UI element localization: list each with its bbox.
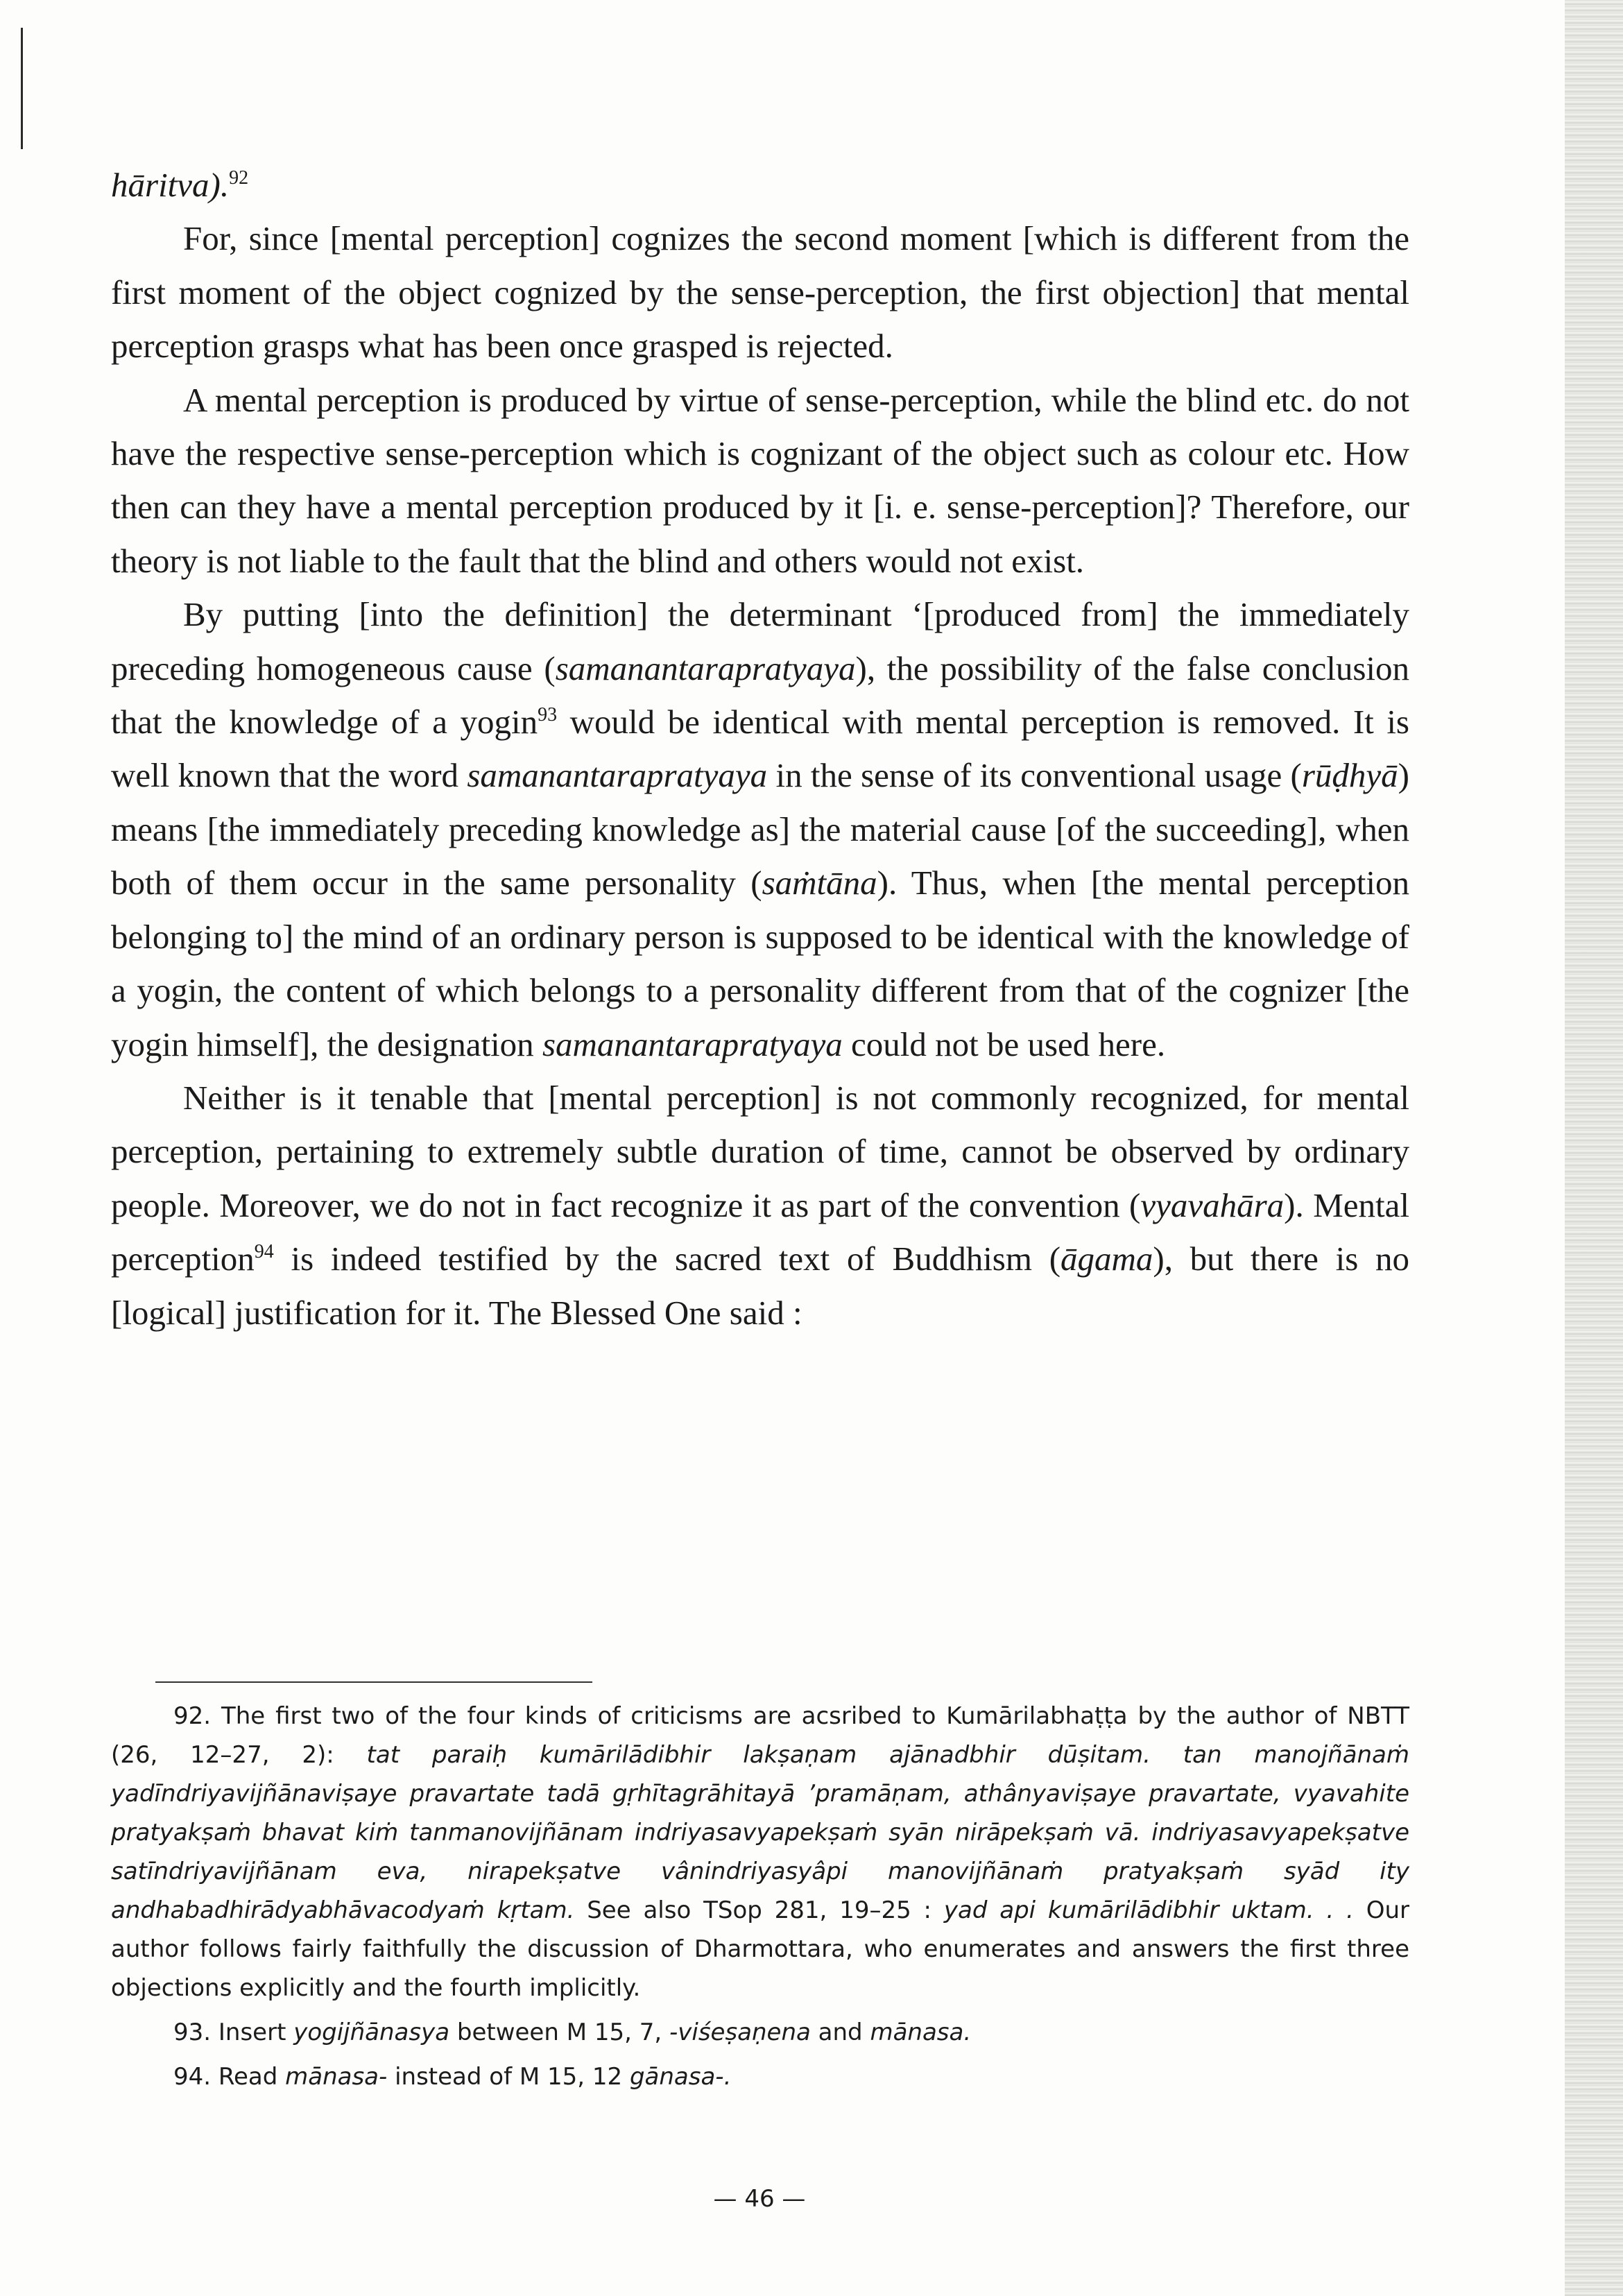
italic-quote: tat paraiḥ kumārilādibhir lakṣaṇam ajānadbhir dūṣitam. tan manojñānaṁ yadīndriyavijñānaviṣaye pravartate tadā gṛhītagrāhitayā ’pramāṇam, athânyaviṣaye pravartate, vyavahite pratyakṣaṁ bhavat kiṁ tanmanovijñānam indriyasavyapekṣaṁ syān nirāpekṣaṁ vā. indriyasavyapekṣatve satīndriyavijñānam eva, nirapekṣatve vânindriyasyâpi manovijñānaṁ pratyakṣaṁ syād ity andhabadhirādyabhāvacodyaṁ kṛtam. [111, 1741, 1409, 1924]
footnote-ref-92[interactable]: 92 [229, 167, 249, 189]
italic-term: hāritva). [111, 166, 230, 204]
italic-term: yogijñānasya [293, 2019, 450, 2046]
italic-term: vyavahāra [1140, 1185, 1285, 1224]
footnote-93: 93. Insert yogijñānasya between M 15, 7, -viśeṣaṇena and mānasa. [111, 2013, 1409, 2052]
italic-term: gānasa-. [629, 2063, 732, 2091]
footnote-92: 92. The first two of the four kinds of criticisms are acsribed to Kumārilabhaṭṭa by the author of NBTT (26, 12–27, 2): tat paraiḥ kumārilādibhir lakṣaṇam ajānadbhir dūṣitam. tan manojñānaṁ yadīndriyavijñānaviṣaye pravartate tadā gṛhītagrāhitayā ’pramāṇam, athânyaviṣaye pravartate, vyavahite pratyakṣaṁ bhavat kiṁ tanmanovijñānam indriyasavyapekṣaṁ syān nirāpekṣaṁ vā. indriyasavyapekṣatve satīndriyavijñānam eva, nirapekṣatve vânindriyasyâpi manovijñānaṁ pratyakṣaṁ syād ity andhabadhirādyabhāvacodyaṁ kṛtam. See also TSop 281, 19–25 : yad api kumārilādibhir uktam. . . Our author follows fairly faithfully the discussion of Dharmottara, who enumerates and answers the first three objections explicitly and the fourth implicitly. [111, 1697, 1409, 2007]
italic-term: rūḍhyā [1301, 756, 1398, 795]
footnote-number: 94. [173, 2063, 212, 2091]
binding-line [21, 28, 23, 149]
italic-quote: yad api kumārilādibhir uktam. . . [943, 1896, 1354, 1924]
italic-term: mānasa- [285, 2063, 388, 2091]
italic-term: samanantarapratyaya [542, 1025, 843, 1063]
page-number: — 46 — [713, 2185, 806, 2213]
footnote-number: 92. [173, 1702, 212, 1730]
paragraph-2: A mental perception is produced by virtue of sense-perception, while the blind etc. do not have the respective sense-perception which is cognizant of the object such as colour etc. How then can they have a mental perception produced by it [i. e. sense-perception]? Therefore, our theory is not liable to the fault that the blind and others would not exist. [111, 380, 1409, 580]
footnote-rule [155, 1681, 592, 1683]
italic-term: samanantarapratyaya [467, 756, 768, 795]
paragraph-3: By putting [into the definition] the determinant ‘[produced from] the immediately preceding homogeneous cause (samanantarapratyaya), the possibility of the false conclusion that the knowledge of a yogin$^{93}$ would be identical with mental perception is removed. It is well known that the word samanantarapratyaya in the sense of its conventional usage (rūḍhyā) means [the immediately preceding knowledge as] the material cause [of the succeeding], when both of them occur in the same personality (saṁtāna). Thus, when [the mental perception belonging to] the mind of an ordinary person is supposed to be identical with the knowledge of a yogin, the content of which belongs to a personality different from that of the cognizer [the yogin himself], the designation samanantarapratyaya could not be used here. [111, 595, 1409, 1063]
footnote-number: 93. [173, 2019, 212, 2046]
footnote-ref-93[interactable]: 93 [538, 704, 558, 726]
paragraph-4: Neither is it tenable that [mental perception] is not commonly recognized, for mental perception, pertaining to extremely subtle duration of time, cannot be observed by ordinary people. Moreover, we do not in fact recognize it as part of the convention (vyavahāra). Mental perception$^{94}$ is indeed testified by the sacred text of Buddhism (āgama), but there is no [logical] justification for it. The Blessed One said : [111, 1078, 1409, 1332]
paragraph-1: For, since [mental perception] cognizes the second moment [which is different from the first moment of the object cognized by the sense-perception, the first objection] that mental perception grasps what has been once grasped is rejected. [111, 219, 1409, 366]
italic-term: -viśeṣaṇena [669, 2019, 811, 2046]
main-text [111, 158, 1409, 1339]
paragraph-0 [111, 158, 1409, 212]
footnote-94: 94. Read mānasa- instead of M 15, 12 gānasa-. [111, 2057, 1409, 2096]
italic-term: āgama [1060, 1240, 1153, 1278]
footnote-ref-94[interactable]: 94 [254, 1241, 274, 1263]
page-edge-shadow [1565, 0, 1623, 2296]
footnotes [111, 1697, 1409, 2096]
italic-term: mānasa. [870, 2019, 972, 2046]
italic-term: samanantarapratyaya [555, 649, 856, 687]
italic-term: saṁtāna [762, 864, 877, 902]
